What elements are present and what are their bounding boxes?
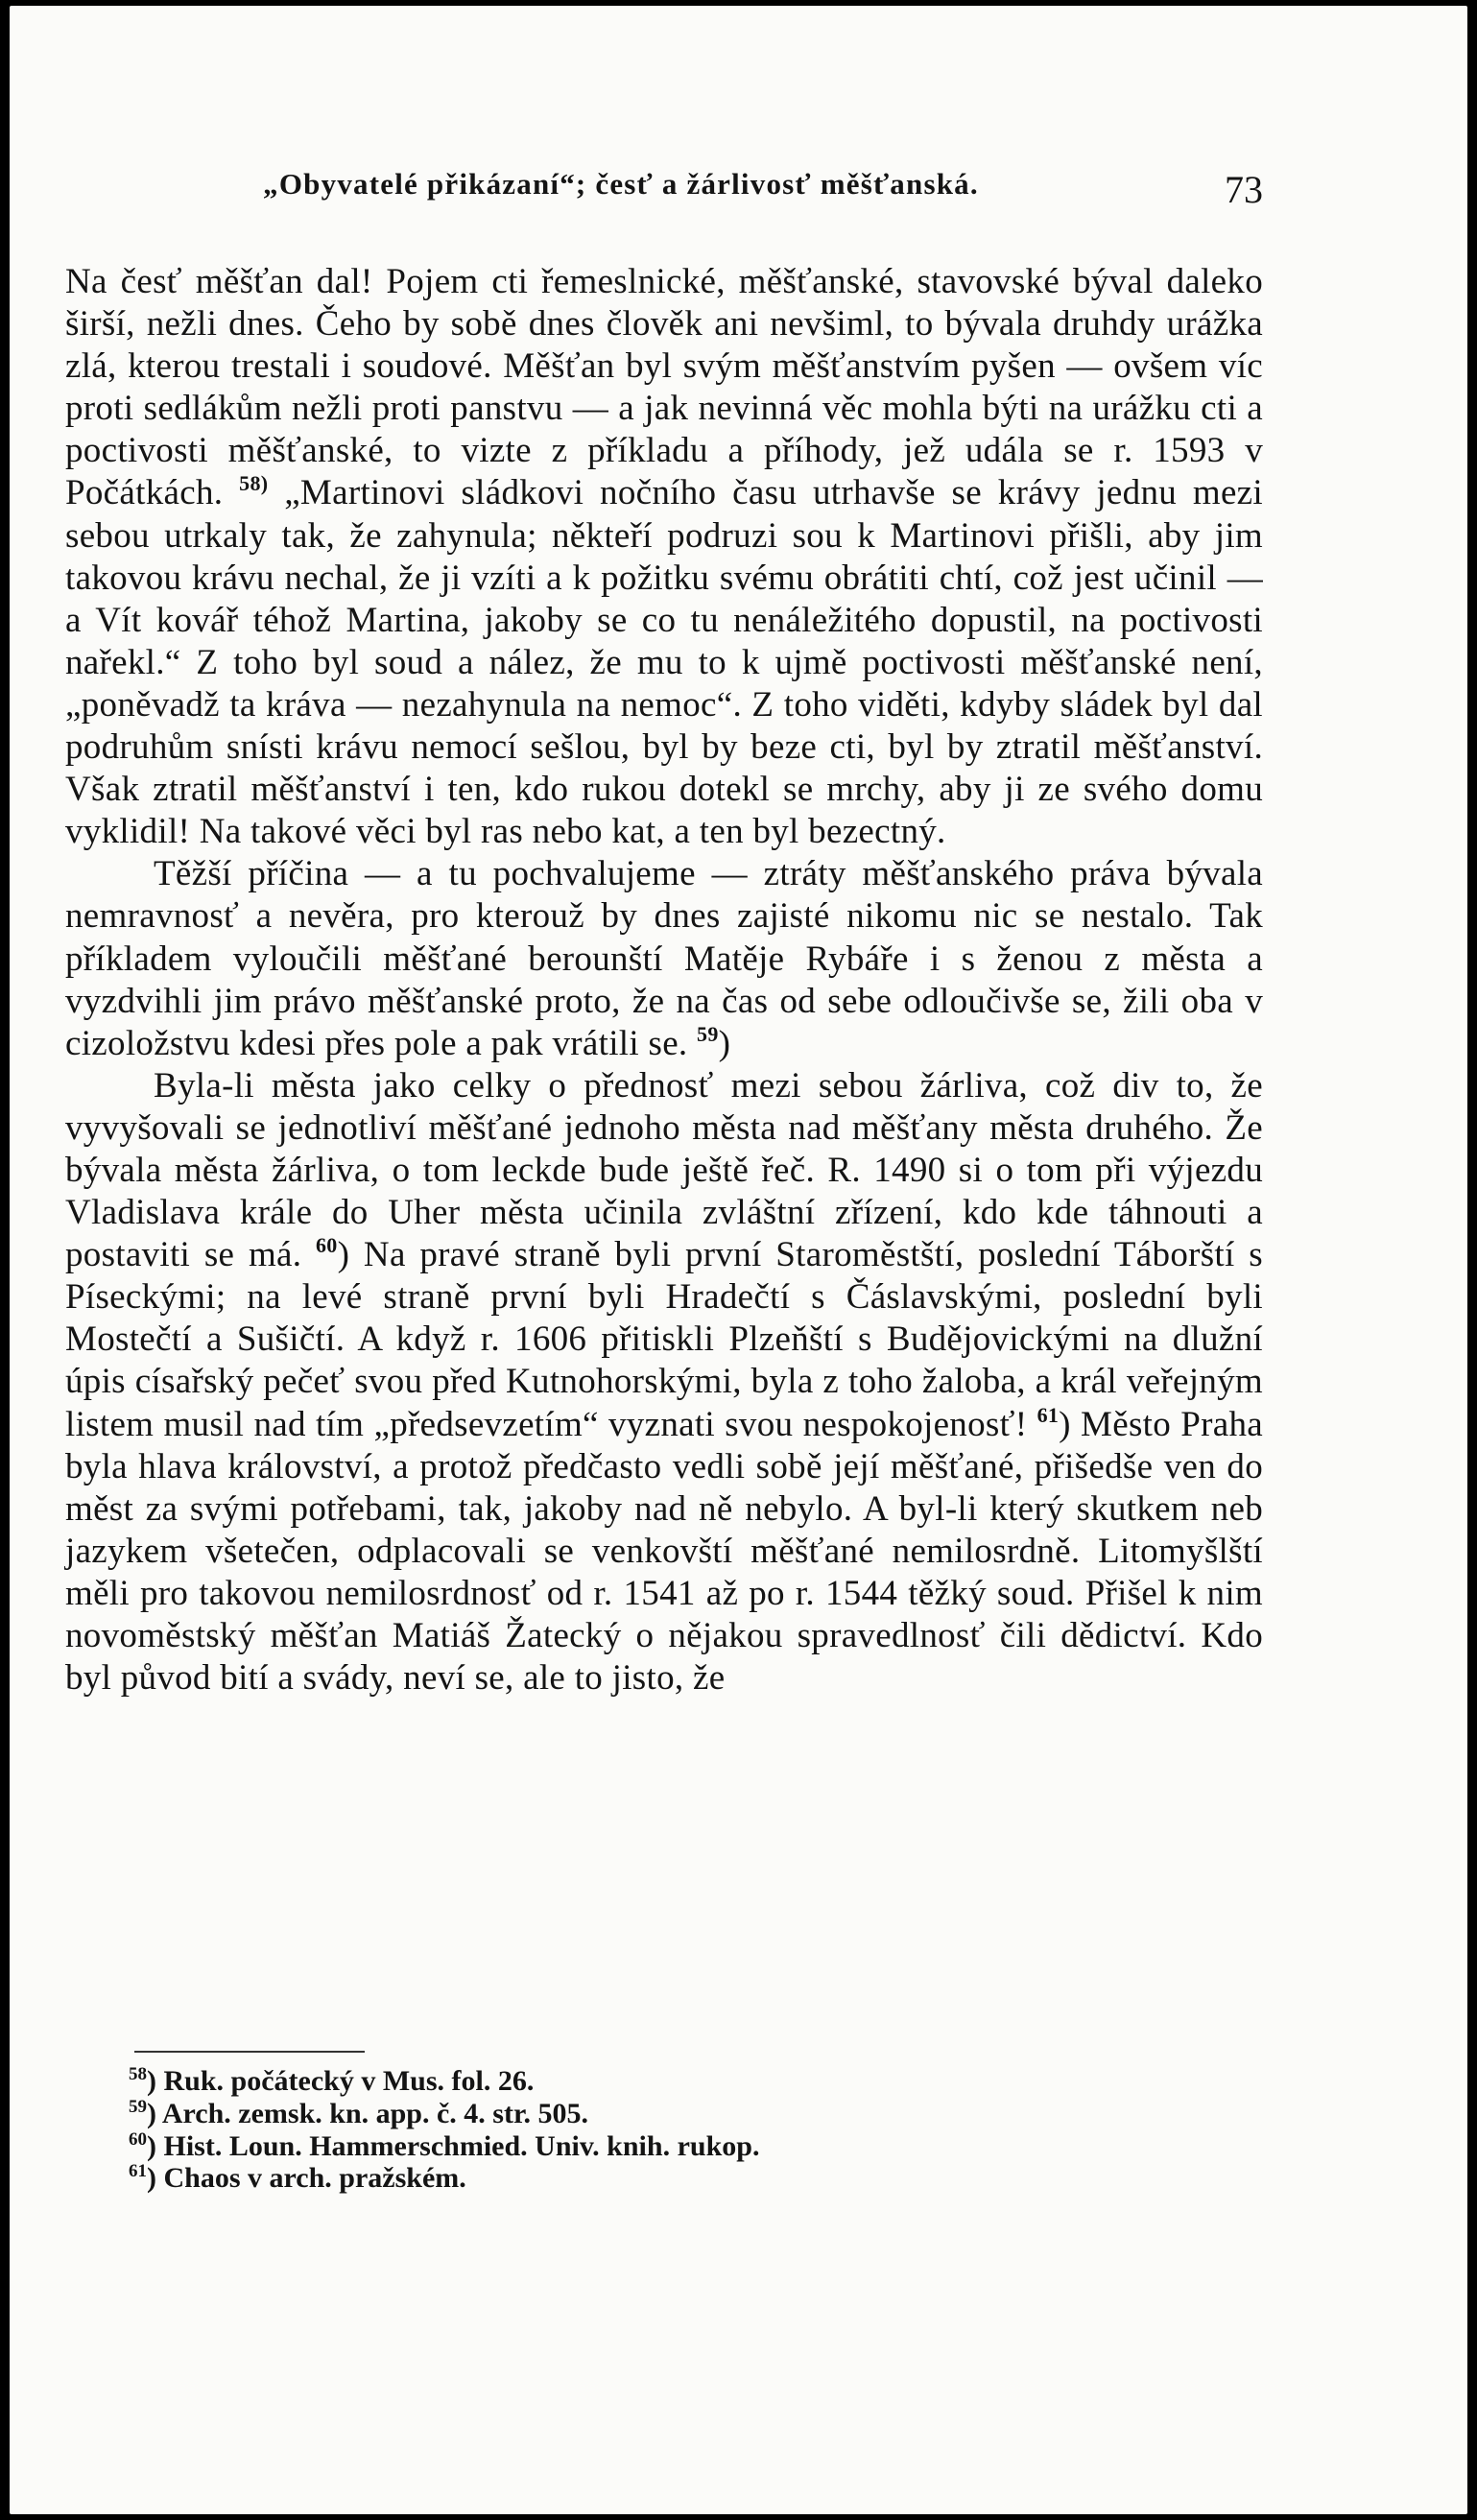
- footnote-mark: 60: [129, 2128, 147, 2150]
- paragraph-1-text-b: „Martinovi sládkovi nočního času utrhavše se krávy jednu mezi sebou utrkaly tak, že zahynula; někteří podruzi sou k Martinovi přišli, aby jim takovou krávu nechal, že ji vzíti a k požitku svému obrátiti chtí, což jest učinil — a Vít kovář téhož Martina, jakoby se co tu nenáležitého dopustil, na poctivosti nařekl.“ Z toho byl soud a nález, že mu to k ujmě poctivosti měšťanské není, „poněvadž ta kráva — nezahynula na nemoc“. Z toho viděti, kdyby sládek byl dal podruhům snísti krávu nemocí sešlou, byl by beze cti, byl by ztratil měšťanství. Však ztratil měšťanství i ten, kdo rukou dotekl se mrchy, aby ji ze svého domu vyklidil! Na takové věci byl ras nebo kat, a ten byl bezectný.: [65, 473, 1263, 852]
- footnote-mark: 59: [129, 2096, 147, 2117]
- running-title: „Obyvatelé přikázaní“; česť a žárlivosť měšťanská.: [263, 167, 979, 201]
- footnote-mark: 58: [129, 2064, 147, 2084]
- paragraph-3-text-b: ) Na pravé straně byli první Staroměstští, poslední Táborští s Píseckými; na levé straně první byli Hradečtí s Čáslavskými, poslední byli Mostečtí a Sušičtí. A když r. 1606 přitiskli Plzeňští s Budějovickými na dlužní úpis císařský pečeť svou před Kutnohorskými, byla z toho žaloba, a král veřejným listem musil nad tím „předsevzetím“ vyznati svou nespokojenosť!: [65, 1235, 1263, 1444]
- footnote-text: ) Ruk. počátecký v Mus. fol. 26.: [147, 2065, 535, 2097]
- footnote-divider: [134, 2051, 365, 2053]
- footnote-text: ) Hist. Loun. Hammerschmied. Univ. knih. rukop.: [147, 2129, 760, 2162]
- footnote-mark: 61: [129, 2161, 147, 2182]
- footnote-text: ) Arch. zemsk. kn. app. č. 4. str. 505.: [147, 2097, 589, 2129]
- body-text: [65, 261, 1263, 1700]
- paragraph-3-text-c: ) Město Praha byla hlava království, a protož předčasto vedli sobě její měšťané, přišedše ven do měst za svými potřebami, tak, jakoby nad ně nebylo. A byl-li který skutkem neb jazykem všetečen, odplacovali se venkovští měšťané nemilosrdně. Litomyšlští měli pro takovou nemilosrdnosť od r. 1541 až po r. 1544 těžký soud. Přišel k nim novoměstský měšťan Matiáš Žatecký o nějakou spravedlnosť čili dědictví. Kdo byl původ bití a svády, neví se, ale to jisto, že: [65, 1404, 1264, 1699]
- footnote-61: [129, 2162, 1088, 2195]
- footnote-text: ) Chaos v arch. pražském.: [147, 2162, 466, 2195]
- paragraph-1-text-a: Na česť měšťan dal! Pojem cti řemeslnické, měšťanské, stavovské býval daleko širší, nežli dnes. Čeho by sobě dnes člověk ani nevšiml, to bývala druhdy urážka zlá, kterou trestali i soudové. Měšťan byl svým měšťanstvím pyšen — ovšem víc proti sedlákům nežli proti panstvu — a jak nevinná věc mohla býti na urážku cti a poctivosti měšťanské, to vizte z příkladu a příhody, jež udála se r. 1593 v Počátkách.: [65, 262, 1263, 513]
- paragraph-2: [65, 853, 1263, 1064]
- book-page: [10, 6, 1467, 2514]
- paragraph-2-text-a: Těžší příčina — a tu pochvalujeme — ztráty měšťanského práva bývala nemravnosť a nevěra, pro kterouž by dnes zajisté nikomu nic se nestalo. Tak příkladem vyloučili měšťané berounští Matěje Rybáře i s ženou z města a vyzdvihli jim právo měšťanské proto, že na čas od sebe odloučivše se, žili oba v cizoložstvu kdesi přes pole a pak vrátili se.: [65, 854, 1263, 1063]
- footnote-ref-60: 60: [316, 1233, 338, 1258]
- footnote-ref-58: 58): [239, 471, 269, 496]
- footnote-ref-61: 61: [1036, 1402, 1060, 1427]
- footnote-60: [129, 2130, 1088, 2163]
- page-header: [65, 167, 1263, 225]
- footnote-59: [129, 2098, 1088, 2130]
- paragraph-2-text-b: ): [718, 1023, 731, 1063]
- footnote-58: [129, 2065, 1088, 2098]
- footnotes: [129, 2065, 1088, 2195]
- page-number: 73: [1225, 168, 1263, 211]
- footnote-ref-59: 59: [697, 1021, 719, 1046]
- paragraph-1: [65, 261, 1263, 853]
- paragraph-3-text-a: Byla-li města jako celky o přednosť mezi sebou žárliva, což div to, že vyvyšovali se jednotliví měšťané jednoho města nad měšťany města druhého. Že bývala města žárliva, o tom leckde bude ještě řeč. R. 1490 si o tom při výjezdu Vladislava krále do Uher města učinila zvláštní zřízení, kdo kde táhnouti a postaviti se má.: [65, 1065, 1263, 1275]
- paragraph-3: [65, 1065, 1263, 1700]
